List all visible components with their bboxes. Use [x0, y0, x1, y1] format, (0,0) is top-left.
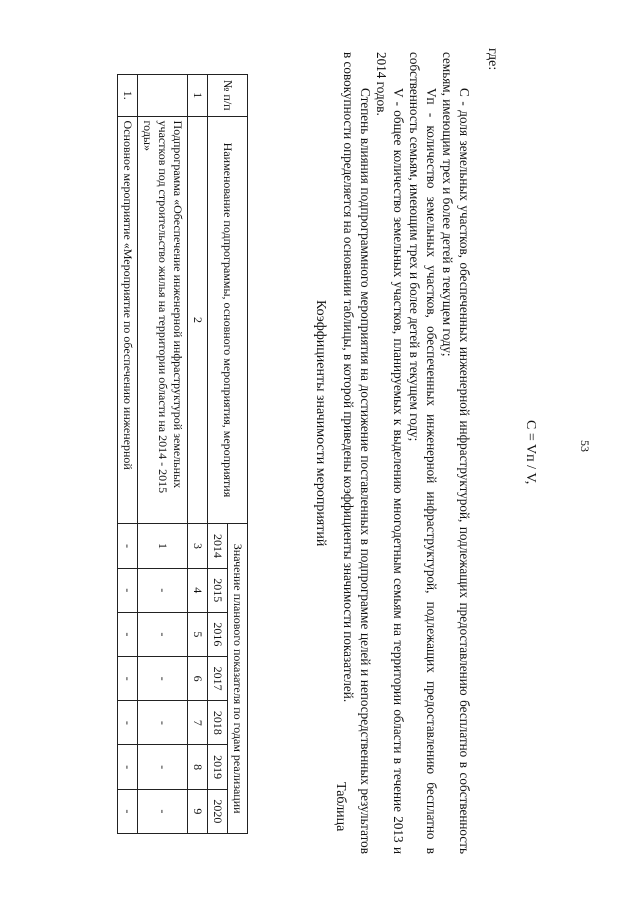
year-cell: 2020 — [208, 789, 228, 833]
year-cell: 2019 — [208, 745, 228, 789]
formula: C = Vп / V, — [523, 420, 538, 485]
row-value: - — [118, 612, 138, 656]
paragraph-definition-v: V - общее количество земельных участков, планируемых к выделению многодетным семьям на территории области в течение 2013 и 2014 годов. — [374, 52, 406, 854]
year-cell: 2017 — [208, 657, 228, 701]
table-title: Коэффициенты значимости мероприятий — [313, 300, 328, 547]
header-num: № п/п — [208, 75, 248, 117]
index-cell: 8 — [188, 745, 208, 789]
index-cell: 2 — [188, 116, 208, 524]
row-value: - — [118, 701, 138, 745]
table-index-row — [188, 75, 208, 834]
table-row — [118, 75, 138, 834]
header-name: Наименование подпрограммы, основного мероприятия, мероприятия — [208, 116, 248, 524]
paragraph-definition-vp: Vп - количество земельных участков, обеспеченных инженерной инфраструктурой, подлежащих предоставлению бесплатно в собственность семьям, имеющим трех и более детей в текущем году; — [407, 52, 439, 854]
year-cell: 2016 — [208, 612, 228, 656]
index-cell: 9 — [188, 789, 208, 833]
coefficients-table — [117, 74, 248, 834]
row-value: - — [138, 568, 188, 612]
row-num: 1. — [118, 75, 138, 117]
year-cell: 2014 — [208, 524, 228, 568]
index-cell: 5 — [188, 612, 208, 656]
header-values: Значение планового показателя по годам реализации — [228, 524, 248, 834]
paragraph-definition-c: С - доля земельных участков, обеспеченных инженерной инфраструктурой, подлежащих предоставлению бесплатно в собственность семьям, имеющим трех и более детей в текущем году; — [440, 52, 472, 854]
row-value: - — [138, 789, 188, 833]
row-value: - — [138, 657, 188, 701]
table-header-row — [228, 75, 248, 834]
row-name: Подпрограмма «Обеспечение инженерной инфраструктурой земельных участков под строительство жилья на территории области на 2014 - 2015 годы» — [138, 116, 188, 524]
index-cell: 7 — [188, 701, 208, 745]
year-cell: 2018 — [208, 701, 228, 745]
row-name: Основное мероприятие «Мероприятие по обеспечению инженерной — [118, 116, 138, 524]
row-value: - — [118, 789, 138, 833]
where-label: где: — [485, 48, 500, 71]
index-cell: 1 — [188, 75, 208, 117]
row-value: - — [118, 524, 138, 568]
row-num — [138, 75, 188, 117]
table-row — [138, 75, 188, 834]
table-label: Таблица — [333, 782, 348, 832]
row-value: - — [118, 745, 138, 789]
row-value: - — [118, 568, 138, 612]
paragraph-influence: Степень влияния подпрограммного мероприятия на достижение поставленных в подпрограмме целей и непосредственных результатов в совокупности определяется на основании таблицы, в которой приведены коэффициенты значимости показателей. — [341, 52, 373, 854]
year-cell: 2015 — [208, 568, 228, 612]
row-value: - — [138, 612, 188, 656]
row-value: - — [138, 745, 188, 789]
row-value: - — [118, 657, 138, 701]
body-text — [340, 52, 472, 854]
index-cell: 6 — [188, 657, 208, 701]
row-value: - — [138, 701, 188, 745]
row-value: 1 — [138, 524, 188, 568]
index-cell: 4 — [188, 568, 208, 612]
index-cell: 3 — [188, 524, 208, 568]
page-number: 53 — [578, 440, 592, 452]
